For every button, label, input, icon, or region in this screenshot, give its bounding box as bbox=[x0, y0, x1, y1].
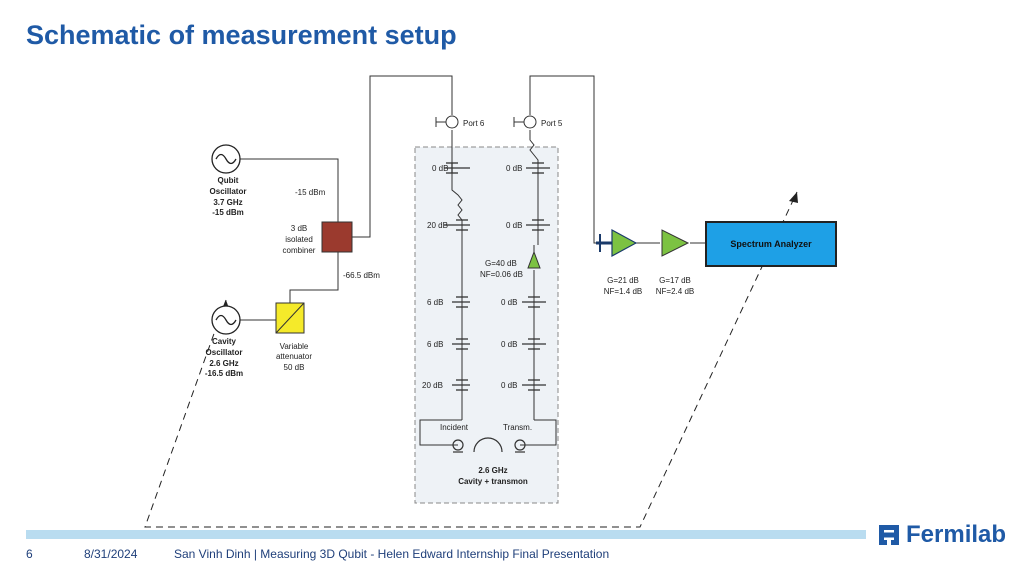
footer-caption: San Vinh Dinh | Measuring 3D Qubit - Helen Edward Internship Final Presentation bbox=[174, 547, 610, 561]
fermilab-logo-icon bbox=[876, 522, 902, 548]
qubit-osc-label-1: Qubit bbox=[217, 176, 239, 185]
amplifier-2 bbox=[662, 230, 688, 256]
combiner-label-1: 3 dB bbox=[290, 224, 308, 233]
amp1-nf-label: NF=1.4 dB bbox=[603, 287, 643, 296]
cavity-osc-label-1: Cavity bbox=[211, 337, 237, 346]
fridge-region bbox=[415, 147, 558, 503]
hemt-gain-label: G=40 dB bbox=[485, 259, 517, 268]
port6-label: Port 6 bbox=[463, 119, 485, 128]
att-right-label-2: 0 dB bbox=[506, 221, 523, 230]
isolated-combiner bbox=[322, 222, 352, 252]
footer-bar bbox=[26, 530, 866, 539]
att-right-label-1: 0 dB bbox=[506, 164, 523, 173]
att-right-label-5: 0 dB bbox=[501, 381, 518, 390]
amp1-gain-label: G=21 dB bbox=[607, 276, 639, 285]
var-att-label-2: attenuator bbox=[275, 352, 313, 361]
transm-label: Transm. bbox=[503, 423, 533, 432]
fermilab-logo bbox=[876, 520, 1006, 550]
fermilab-logo-text: Fermilab bbox=[906, 521, 1007, 548]
var-att-label-3: 50 dB bbox=[283, 363, 305, 372]
page-number: 6 bbox=[26, 547, 33, 561]
footer-date: 8/31/2024 bbox=[84, 547, 138, 561]
combiner-label-2: isolated bbox=[285, 235, 313, 244]
port6-connector bbox=[436, 116, 458, 128]
cavity-osc-label-3: 2.6 GHz bbox=[209, 359, 239, 368]
port5-connector bbox=[514, 116, 536, 128]
cavity-osc-label-4: -16.5 dBm bbox=[204, 369, 244, 378]
att-left-label-1: 0 dB bbox=[432, 164, 449, 173]
cavity-freq-label: 2.6 GHz bbox=[478, 466, 508, 475]
qubit-power-label: -15 dBm bbox=[295, 188, 326, 197]
page-title: Schematic of measurement setup bbox=[26, 20, 457, 50]
amp2-gain-label: G=17 dB bbox=[659, 276, 691, 285]
port5-label: Port 5 bbox=[541, 119, 563, 128]
combiner-label-3: combiner bbox=[282, 246, 316, 255]
hemt-nf-label: NF=0.06 dB bbox=[480, 270, 523, 279]
att-right-label-4: 0 dB bbox=[501, 340, 518, 349]
amp2-nf-label: NF=2.4 dB bbox=[655, 287, 695, 296]
att-left-label-4: 6 dB bbox=[427, 340, 444, 349]
cavity-osc-label-2: Oscillator bbox=[205, 348, 243, 357]
att-left-label-5: 20 dB bbox=[422, 381, 443, 390]
combiner-out-label: -66.5 dBm bbox=[343, 271, 380, 280]
qubit-osc-label-2: Oscillator bbox=[209, 187, 247, 196]
att-right-label-3: 0 dB bbox=[501, 298, 518, 307]
qubit-oscillator bbox=[212, 145, 240, 173]
att-left-label-3: 6 dB bbox=[427, 298, 444, 307]
spectrum-analyzer-label: Spectrum Analyzer bbox=[730, 239, 812, 249]
sync-arrow-head-right bbox=[789, 192, 798, 203]
cavity-desc-label: Cavity + transmon bbox=[458, 477, 528, 486]
qubit-osc-label-4: -15 dBm bbox=[212, 208, 244, 217]
cavity-oscillator bbox=[212, 306, 240, 334]
amplifier-1 bbox=[612, 230, 636, 256]
incident-label: Incident bbox=[440, 423, 469, 432]
wire-varatt-combiner bbox=[290, 252, 338, 303]
att-left-label-2: 20 dB bbox=[427, 221, 448, 230]
var-att-label-1: Variable bbox=[279, 342, 309, 351]
qubit-osc-label-3: 3.7 GHz bbox=[213, 198, 243, 207]
